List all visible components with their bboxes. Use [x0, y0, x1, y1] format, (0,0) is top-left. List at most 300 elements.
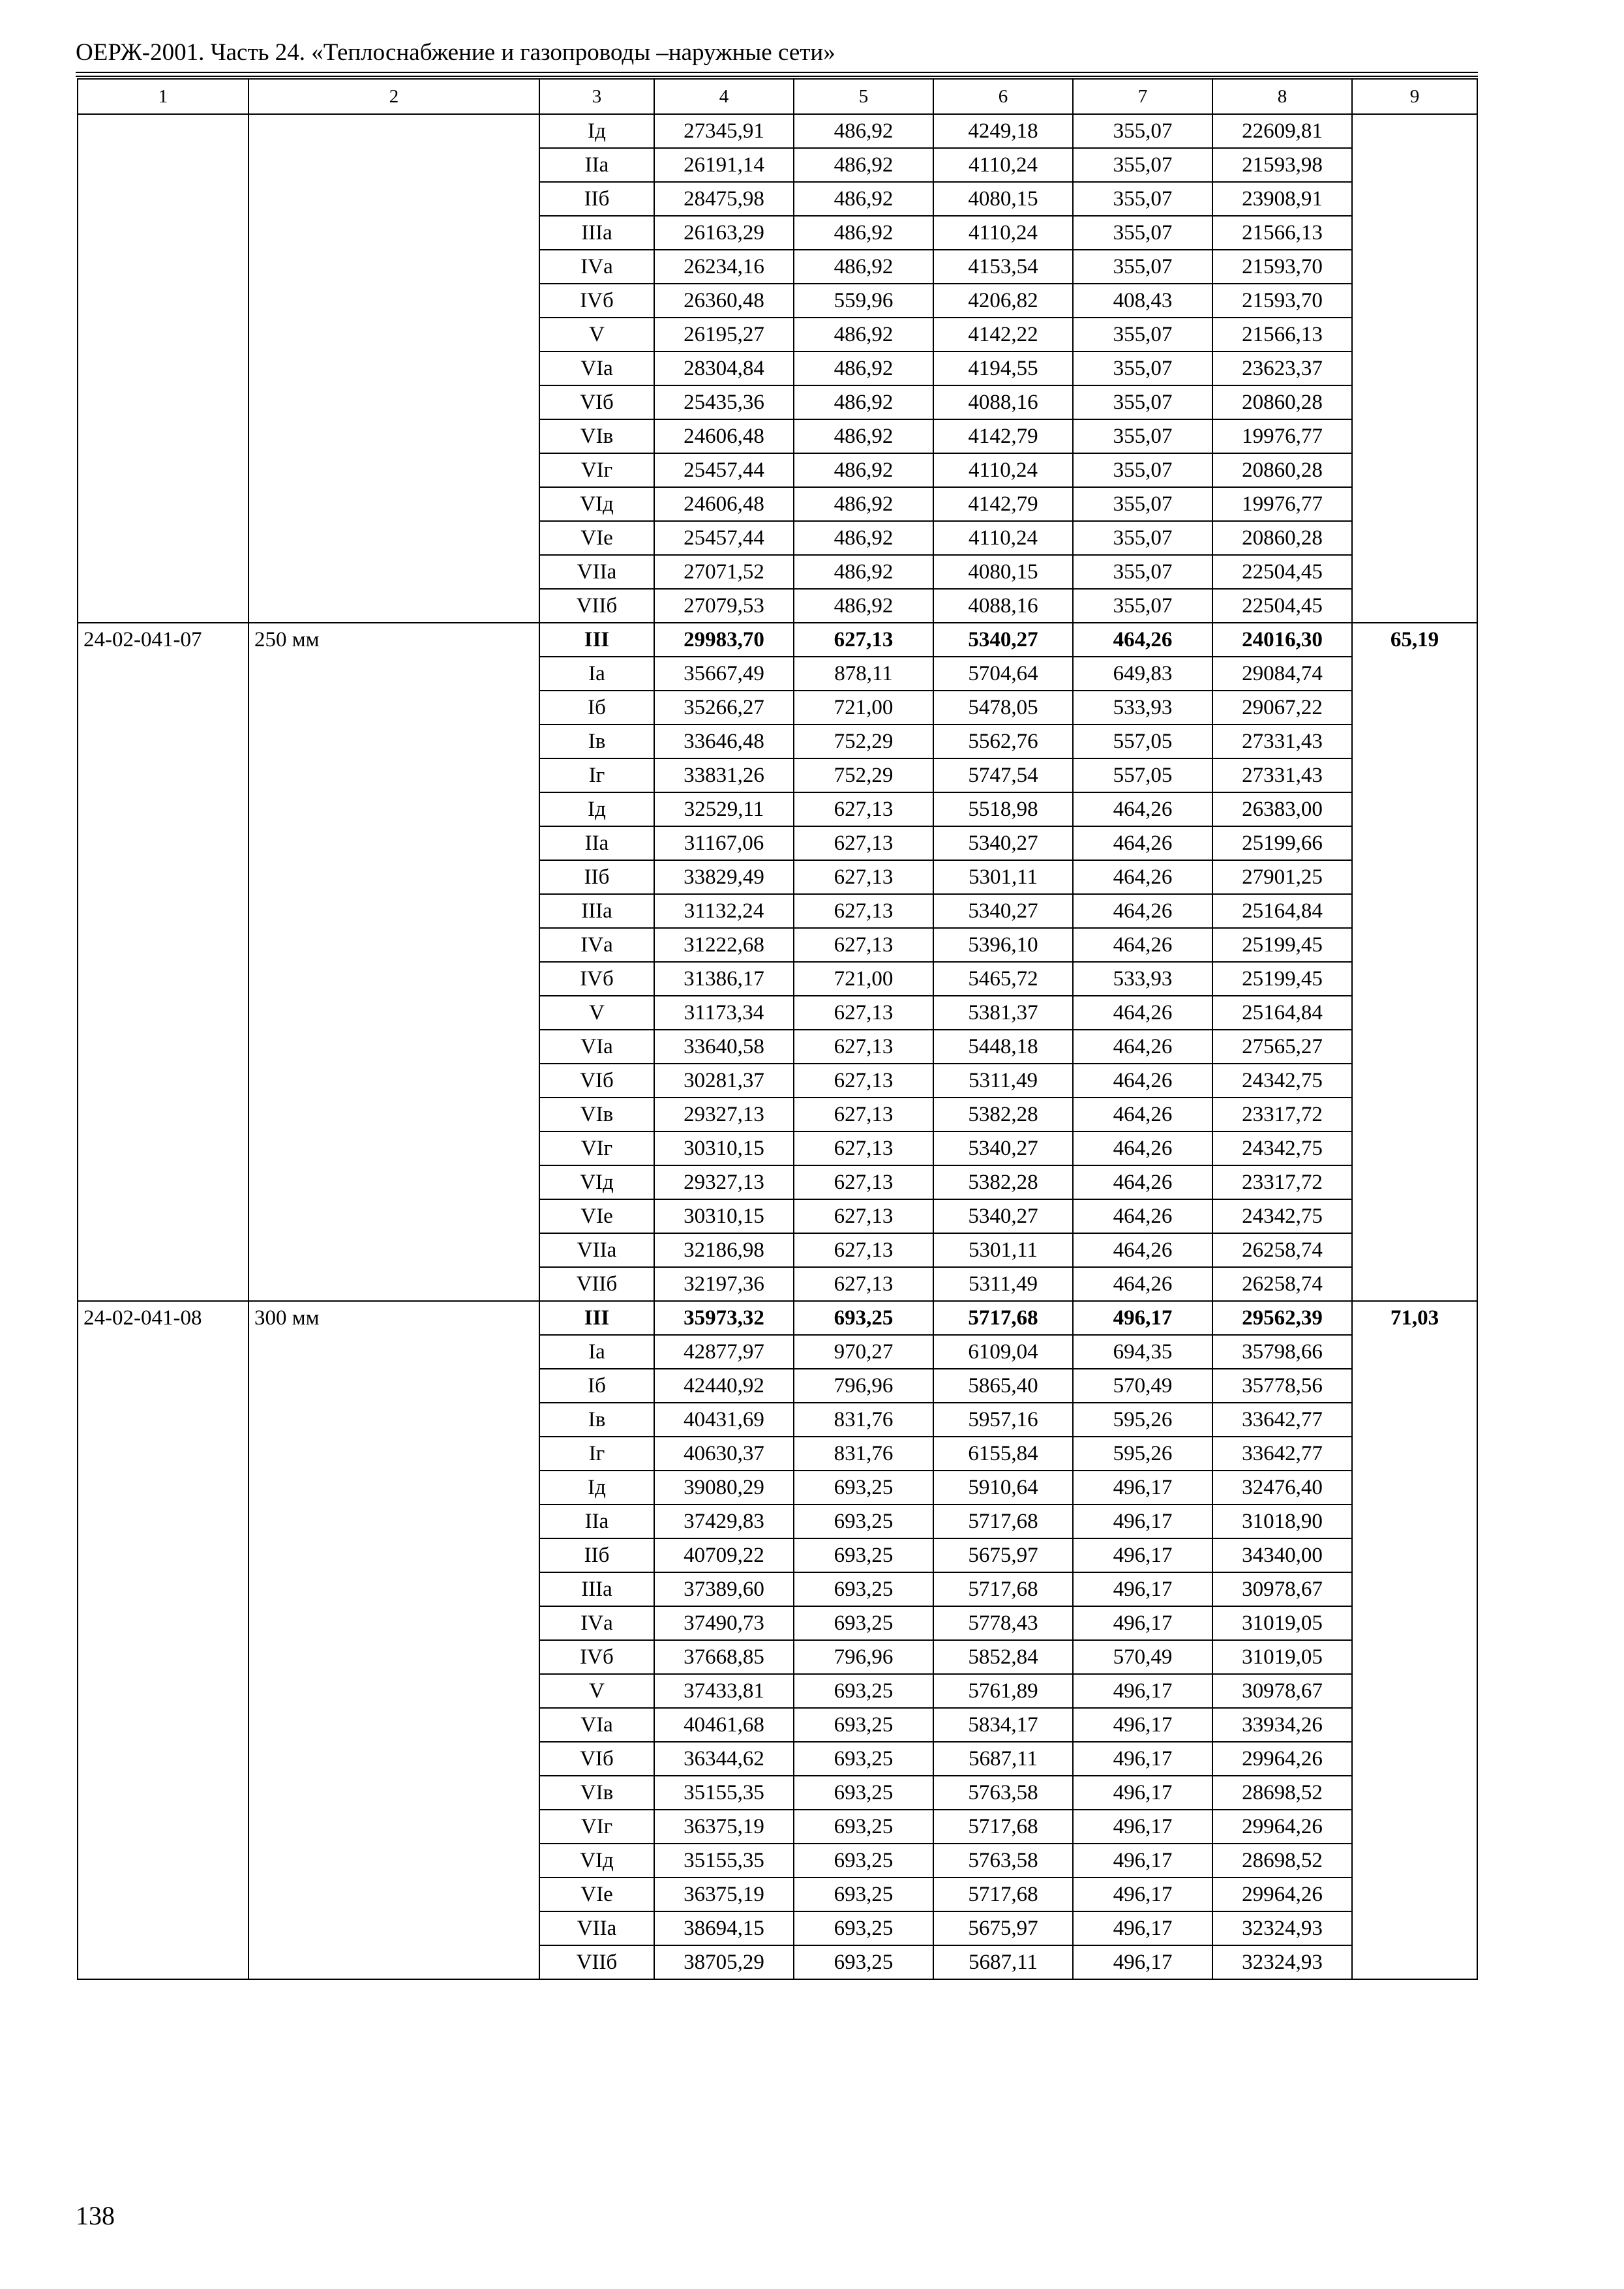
materials-cell: 27331,43: [1212, 725, 1352, 758]
materials-cell: 23317,72: [1212, 1165, 1352, 1199]
variant-cell: Iг: [539, 1437, 654, 1471]
variant-cell: Iд: [539, 114, 654, 148]
total-cost-cell: 26191,14: [654, 148, 794, 182]
machine-wages-cell: 464,26: [1073, 894, 1212, 928]
total-cost-cell: 31167,06: [654, 826, 794, 860]
machines-cell: 5675,97: [933, 1538, 1073, 1572]
variant-cell: VIг: [539, 453, 654, 487]
variant-cell: VIIа: [539, 1911, 654, 1945]
total-cost-cell: 31222,68: [654, 928, 794, 962]
variant-cell: IVб: [539, 962, 654, 996]
variant-cell: Iд: [539, 1471, 654, 1504]
total-cost-cell: 25457,44: [654, 521, 794, 555]
materials-cell: 24342,75: [1212, 1064, 1352, 1098]
total-cost-cell: 32529,11: [654, 792, 794, 826]
materials-cell: 31018,90: [1212, 1504, 1352, 1538]
materials-cell: 19976,77: [1212, 487, 1352, 521]
machine-wages-cell: 355,07: [1073, 385, 1212, 419]
variant-cell: VIIб: [539, 1267, 654, 1301]
total-cost-cell: 40431,69: [654, 1403, 794, 1437]
wages-cell: 486,92: [794, 589, 933, 623]
machine-wages-cell: 496,17: [1073, 1911, 1212, 1945]
machines-cell: 4088,16: [933, 589, 1073, 623]
machine-wages-cell: 496,17: [1073, 1708, 1212, 1742]
materials-cell: 30978,67: [1212, 1674, 1352, 1708]
variant-cell: IVа: [539, 928, 654, 962]
machines-cell: 5717,68: [933, 1572, 1073, 1606]
machines-cell: 4194,55: [933, 352, 1073, 385]
materials-cell: 33642,77: [1212, 1437, 1352, 1471]
variant-cell: VIа: [539, 1030, 654, 1064]
machine-wages-cell: 464,26: [1073, 860, 1212, 894]
machine-wages-cell: 355,07: [1073, 148, 1212, 182]
total-cost-cell: 40461,68: [654, 1708, 794, 1742]
machine-wages-cell: 355,07: [1073, 419, 1212, 453]
machines-cell: 6155,84: [933, 1437, 1073, 1471]
header-double-rule: [76, 72, 1478, 77]
wages-cell: 486,92: [794, 453, 933, 487]
materials-cell: 28698,52: [1212, 1844, 1352, 1878]
wages-cell: 559,96: [794, 284, 933, 318]
col9-cell-empty: [1352, 114, 1477, 623]
machines-cell: 5747,54: [933, 758, 1073, 792]
wages-cell: 486,92: [794, 352, 933, 385]
machines-cell: 5910,64: [933, 1471, 1073, 1504]
total-cost-cell: 37668,85: [654, 1640, 794, 1674]
variant-cell: VIд: [539, 1165, 654, 1199]
machines-cell: 5865,40: [933, 1369, 1073, 1403]
machines-cell: 4110,24: [933, 148, 1073, 182]
materials-cell: 25164,84: [1212, 894, 1352, 928]
machine-wages-cell: 464,26: [1073, 826, 1212, 860]
wages-cell: 486,92: [794, 419, 933, 453]
pipe-diameter-cell: 300 мм: [248, 1301, 539, 1979]
materials-cell: 25164,84: [1212, 996, 1352, 1030]
variant-cell: VIг: [539, 1131, 654, 1165]
machines-cell: 5675,97: [933, 1911, 1073, 1945]
materials-cell: 19976,77: [1212, 419, 1352, 453]
total-cost-cell: 31132,24: [654, 894, 794, 928]
materials-cell: 25199,45: [1212, 928, 1352, 962]
column-number: 5: [794, 79, 933, 114]
total-cost-cell: 33831,26: [654, 758, 794, 792]
wages-cell: 627,13: [794, 1064, 933, 1098]
machines-cell: 5311,49: [933, 1267, 1073, 1301]
machines-cell: 5311,49: [933, 1064, 1073, 1098]
wages-cell: 693,25: [794, 1674, 933, 1708]
machine-wages-cell: 496,17: [1073, 1674, 1212, 1708]
column-number: 7: [1073, 79, 1212, 114]
variant-cell: Iа: [539, 657, 654, 691]
materials-cell: 31019,05: [1212, 1606, 1352, 1640]
materials-cell: 21566,13: [1212, 318, 1352, 352]
materials-cell: 29084,74: [1212, 657, 1352, 691]
variant-cell: IIа: [539, 1504, 654, 1538]
wages-cell: 693,25: [794, 1742, 933, 1776]
machines-cell: 5717,68: [933, 1810, 1073, 1844]
machines-cell: 5301,11: [933, 860, 1073, 894]
materials-cell: 32476,40: [1212, 1471, 1352, 1504]
wages-cell: 486,92: [794, 521, 933, 555]
total-cost-cell: 35973,32: [654, 1301, 794, 1335]
wages-cell: 693,25: [794, 1606, 933, 1640]
total-cost-cell: 37433,81: [654, 1674, 794, 1708]
wages-cell: 721,00: [794, 691, 933, 725]
wages-cell: 693,25: [794, 1538, 933, 1572]
variant-cell: VIа: [539, 352, 654, 385]
wages-cell: 627,13: [794, 1233, 933, 1267]
machine-wages-cell: 355,07: [1073, 453, 1212, 487]
machine-wages-cell: 649,83: [1073, 657, 1212, 691]
price-table: [77, 78, 1478, 1980]
rate-code-cell: 24-02-041-08: [78, 1301, 248, 1979]
machine-wages-cell: 464,26: [1073, 792, 1212, 826]
variant-cell: Iв: [539, 1403, 654, 1437]
total-cost-cell: 39080,29: [654, 1471, 794, 1504]
wages-cell: 878,11: [794, 657, 933, 691]
materials-cell: 27901,25: [1212, 860, 1352, 894]
wages-cell: 486,92: [794, 487, 933, 521]
variant-cell: IVб: [539, 284, 654, 318]
wages-cell: 693,25: [794, 1301, 933, 1335]
machines-cell: 4206,82: [933, 284, 1073, 318]
wages-cell: 627,13: [794, 928, 933, 962]
machines-cell: 5834,17: [933, 1708, 1073, 1742]
machine-wages-cell: 355,07: [1073, 589, 1212, 623]
total-cost-cell: 29327,13: [654, 1098, 794, 1131]
materials-cell: 21593,70: [1212, 284, 1352, 318]
machine-wages-cell: 496,17: [1073, 1742, 1212, 1776]
col9-value-cell: 71,03: [1352, 1301, 1477, 1979]
variant-cell: IVа: [539, 1606, 654, 1640]
total-cost-cell: 36375,19: [654, 1810, 794, 1844]
machines-cell: 5381,37: [933, 996, 1073, 1030]
machine-wages-cell: 595,26: [1073, 1437, 1212, 1471]
total-cost-cell: 35155,35: [654, 1776, 794, 1810]
pipe-diameter-cell: 250 мм: [248, 623, 539, 1301]
machines-cell: 5518,98: [933, 792, 1073, 826]
materials-cell: 21593,98: [1212, 148, 1352, 182]
machines-cell: 5301,11: [933, 1233, 1073, 1267]
machines-cell: 6109,04: [933, 1335, 1073, 1369]
machines-cell: 5465,72: [933, 962, 1073, 996]
machines-cell: 5382,28: [933, 1098, 1073, 1131]
machine-wages-cell: 408,43: [1073, 284, 1212, 318]
total-cost-cell: 35667,49: [654, 657, 794, 691]
materials-cell: 23317,72: [1212, 1098, 1352, 1131]
wages-cell: 693,25: [794, 1572, 933, 1606]
total-cost-cell: 30310,15: [654, 1131, 794, 1165]
machine-wages-cell: 464,26: [1073, 1165, 1212, 1199]
total-cost-cell: 40709,22: [654, 1538, 794, 1572]
description-cell-empty: [248, 114, 539, 623]
wages-cell: 627,13: [794, 1131, 933, 1165]
total-cost-cell: 31173,34: [654, 996, 794, 1030]
wages-cell: 627,13: [794, 996, 933, 1030]
materials-cell: 24342,75: [1212, 1199, 1352, 1233]
materials-cell: 35778,56: [1212, 1369, 1352, 1403]
total-cost-cell: 32186,98: [654, 1233, 794, 1267]
variant-cell: Iб: [539, 691, 654, 725]
machines-cell: 4088,16: [933, 385, 1073, 419]
wages-cell: 486,92: [794, 114, 933, 148]
wages-cell: 693,25: [794, 1708, 933, 1742]
machine-wages-cell: 557,05: [1073, 725, 1212, 758]
materials-cell: 31019,05: [1212, 1640, 1352, 1674]
total-cost-cell: 30281,37: [654, 1064, 794, 1098]
wages-cell: 627,13: [794, 1165, 933, 1199]
materials-cell: 27565,27: [1212, 1030, 1352, 1064]
wages-cell: 796,96: [794, 1369, 933, 1403]
machines-cell: 5717,68: [933, 1301, 1073, 1335]
materials-cell: 22504,45: [1212, 555, 1352, 589]
variant-cell: VIа: [539, 1708, 654, 1742]
wages-cell: 627,13: [794, 1030, 933, 1064]
machines-cell: 5562,76: [933, 725, 1073, 758]
wages-cell: 831,76: [794, 1437, 933, 1471]
total-cost-cell: 26195,27: [654, 318, 794, 352]
wages-cell: 693,25: [794, 1471, 933, 1504]
column-number: 2: [248, 79, 539, 114]
wages-cell: 693,25: [794, 1878, 933, 1911]
machines-cell: 5340,27: [933, 826, 1073, 860]
materials-cell: 26258,74: [1212, 1233, 1352, 1267]
machine-wages-cell: 496,17: [1073, 1878, 1212, 1911]
total-cost-cell: 42877,97: [654, 1335, 794, 1369]
wages-cell: 752,29: [794, 725, 933, 758]
variant-cell: IIб: [539, 1538, 654, 1572]
column-number: 9: [1352, 79, 1477, 114]
wages-cell: 627,13: [794, 826, 933, 860]
machines-cell: 4110,24: [933, 453, 1073, 487]
machines-cell: 5340,27: [933, 1131, 1073, 1165]
variant-cell: VIIа: [539, 555, 654, 589]
wages-cell: 693,25: [794, 1504, 933, 1538]
wages-cell: 693,25: [794, 1911, 933, 1945]
materials-cell: 27331,43: [1212, 758, 1352, 792]
machine-wages-cell: 464,26: [1073, 1131, 1212, 1165]
variant-cell: IIа: [539, 826, 654, 860]
machine-wages-cell: 355,07: [1073, 250, 1212, 284]
materials-cell: 22609,81: [1212, 114, 1352, 148]
variant-cell: VIг: [539, 1810, 654, 1844]
machines-cell: 5761,89: [933, 1674, 1073, 1708]
machine-wages-cell: 464,26: [1073, 623, 1212, 657]
machine-wages-cell: 496,17: [1073, 1572, 1212, 1606]
total-cost-cell: 38705,29: [654, 1945, 794, 1979]
variant-cell: IVб: [539, 1640, 654, 1674]
machines-cell: 5687,11: [933, 1742, 1073, 1776]
materials-cell: 30978,67: [1212, 1572, 1352, 1606]
wages-cell: 627,13: [794, 1267, 933, 1301]
machines-cell: 4080,15: [933, 182, 1073, 216]
machine-wages-cell: 570,49: [1073, 1640, 1212, 1674]
machines-cell: 4142,79: [933, 487, 1073, 521]
materials-cell: 34340,00: [1212, 1538, 1352, 1572]
machine-wages-cell: 464,26: [1073, 1064, 1212, 1098]
total-cost-cell: 33640,58: [654, 1030, 794, 1064]
machines-cell: 5763,58: [933, 1844, 1073, 1878]
total-cost-cell: 36375,19: [654, 1878, 794, 1911]
total-cost-cell: 29983,70: [654, 623, 794, 657]
machine-wages-cell: 496,17: [1073, 1504, 1212, 1538]
column-number: 4: [654, 79, 794, 114]
machine-wages-cell: 355,07: [1073, 114, 1212, 148]
machine-wages-cell: 464,26: [1073, 1233, 1212, 1267]
col9-value-cell: 65,19: [1352, 623, 1477, 1301]
total-cost-cell: 38694,15: [654, 1911, 794, 1945]
total-cost-cell: 26163,29: [654, 216, 794, 250]
wages-cell: 693,25: [794, 1776, 933, 1810]
total-cost-cell: 29327,13: [654, 1165, 794, 1199]
wages-cell: 627,13: [794, 792, 933, 826]
machine-wages-cell: 464,26: [1073, 928, 1212, 962]
machines-cell: 4110,24: [933, 521, 1073, 555]
wages-cell: 693,25: [794, 1844, 933, 1878]
materials-cell: 35798,66: [1212, 1335, 1352, 1369]
machine-wages-cell: 355,07: [1073, 216, 1212, 250]
machines-cell: 5717,68: [933, 1504, 1073, 1538]
variant-cell: Iд: [539, 792, 654, 826]
materials-cell: 24016,30: [1212, 623, 1352, 657]
variant-cell: VIб: [539, 1742, 654, 1776]
wages-cell: 486,92: [794, 318, 933, 352]
machines-cell: 5340,27: [933, 894, 1073, 928]
materials-cell: 24342,75: [1212, 1131, 1352, 1165]
wages-cell: 486,92: [794, 250, 933, 284]
materials-cell: 21593,70: [1212, 250, 1352, 284]
total-cost-cell: 30310,15: [654, 1199, 794, 1233]
page-header-title: ОЕРЖ-2001. Часть 24. «Теплоснабжение и газопроводы –наружные сети»: [76, 39, 835, 66]
variant-cell: VIв: [539, 419, 654, 453]
variant-cell: IVа: [539, 250, 654, 284]
column-number-row: [78, 79, 1477, 114]
machines-cell: 5852,84: [933, 1640, 1073, 1674]
total-cost-cell: 26234,16: [654, 250, 794, 284]
variant-cell: VIб: [539, 1064, 654, 1098]
column-number: 1: [78, 79, 248, 114]
total-cost-cell: 35266,27: [654, 691, 794, 725]
wages-cell: 486,92: [794, 182, 933, 216]
materials-cell: 21566,13: [1212, 216, 1352, 250]
variant-cell: VIIб: [539, 589, 654, 623]
wages-cell: 831,76: [794, 1403, 933, 1437]
total-cost-cell: 42440,92: [654, 1369, 794, 1403]
total-cost-cell: 26360,48: [654, 284, 794, 318]
total-cost-cell: 24606,48: [654, 419, 794, 453]
total-cost-cell: 35155,35: [654, 1844, 794, 1878]
machine-wages-cell: 355,07: [1073, 555, 1212, 589]
machine-wages-cell: 355,07: [1073, 487, 1212, 521]
variant-cell: VIIб: [539, 1945, 654, 1979]
machine-wages-cell: 533,93: [1073, 962, 1212, 996]
variant-cell: VIб: [539, 385, 654, 419]
materials-cell: 28698,52: [1212, 1776, 1352, 1810]
variant-cell: IIIа: [539, 894, 654, 928]
variant-cell: IIIа: [539, 1572, 654, 1606]
variant-cell: VIе: [539, 1199, 654, 1233]
materials-cell: 26258,74: [1212, 1267, 1352, 1301]
variant-cell: IIб: [539, 182, 654, 216]
materials-cell: 29562,39: [1212, 1301, 1352, 1335]
materials-cell: 25199,45: [1212, 962, 1352, 996]
variant-cell: IIа: [539, 148, 654, 182]
machines-cell: 5396,10: [933, 928, 1073, 962]
machine-wages-cell: 355,07: [1073, 521, 1212, 555]
wages-cell: 627,13: [794, 894, 933, 928]
machines-cell: 4110,24: [933, 216, 1073, 250]
materials-cell: 20860,28: [1212, 521, 1352, 555]
total-cost-cell: 27345,91: [654, 114, 794, 148]
machines-cell: 4153,54: [933, 250, 1073, 284]
machines-cell: 4142,79: [933, 419, 1073, 453]
machine-wages-cell: 496,17: [1073, 1301, 1212, 1335]
total-cost-cell: 37429,83: [654, 1504, 794, 1538]
total-cost-cell: 28304,84: [654, 352, 794, 385]
variant-cell: VIд: [539, 487, 654, 521]
machine-wages-cell: 496,17: [1073, 1776, 1212, 1810]
wages-cell: 693,25: [794, 1945, 933, 1979]
machines-cell: 5957,16: [933, 1403, 1073, 1437]
machine-wages-cell: 496,17: [1073, 1844, 1212, 1878]
materials-cell: 20860,28: [1212, 453, 1352, 487]
machine-wages-cell: 557,05: [1073, 758, 1212, 792]
materials-cell: 33934,26: [1212, 1708, 1352, 1742]
machine-wages-cell: 355,07: [1073, 318, 1212, 352]
table-row-main: [78, 623, 1477, 657]
machines-cell: 4080,15: [933, 555, 1073, 589]
wages-cell: 627,13: [794, 1098, 933, 1131]
materials-cell: 32324,93: [1212, 1911, 1352, 1945]
variant-cell: V: [539, 996, 654, 1030]
total-cost-cell: 31386,17: [654, 962, 794, 996]
materials-cell: 32324,93: [1212, 1945, 1352, 1979]
variant-cell: Iг: [539, 758, 654, 792]
materials-cell: 23908,91: [1212, 182, 1352, 216]
total-cost-cell: 37389,60: [654, 1572, 794, 1606]
variant-cell: Iб: [539, 1369, 654, 1403]
page-number: 138: [76, 2201, 115, 2230]
machine-wages-cell: 464,26: [1073, 996, 1212, 1030]
wages-cell: 970,27: [794, 1335, 933, 1369]
machine-wages-cell: 496,17: [1073, 1471, 1212, 1504]
total-cost-cell: 37490,73: [654, 1606, 794, 1640]
wages-cell: 486,92: [794, 216, 933, 250]
total-cost-cell: 27071,52: [654, 555, 794, 589]
materials-cell: 29964,26: [1212, 1810, 1352, 1844]
machine-wages-cell: 570,49: [1073, 1369, 1212, 1403]
variant-cell: VIд: [539, 1844, 654, 1878]
variant-cell: VIе: [539, 1878, 654, 1911]
variant-cell: VIв: [539, 1098, 654, 1131]
total-cost-cell: 33829,49: [654, 860, 794, 894]
table-row: [78, 114, 1477, 148]
machine-wages-cell: 496,17: [1073, 1810, 1212, 1844]
variant-cell: III: [539, 1301, 654, 1335]
wages-cell: 796,96: [794, 1640, 933, 1674]
total-cost-cell: 40630,37: [654, 1437, 794, 1471]
machine-wages-cell: 533,93: [1073, 691, 1212, 725]
wages-cell: 752,29: [794, 758, 933, 792]
wages-cell: 627,13: [794, 1199, 933, 1233]
materials-cell: 33642,77: [1212, 1403, 1352, 1437]
wages-cell: 693,25: [794, 1810, 933, 1844]
machine-wages-cell: 496,17: [1073, 1945, 1212, 1979]
machines-cell: 5687,11: [933, 1945, 1073, 1979]
materials-cell: 22504,45: [1212, 589, 1352, 623]
machines-cell: 5763,58: [933, 1776, 1073, 1810]
variant-cell: Iв: [539, 725, 654, 758]
